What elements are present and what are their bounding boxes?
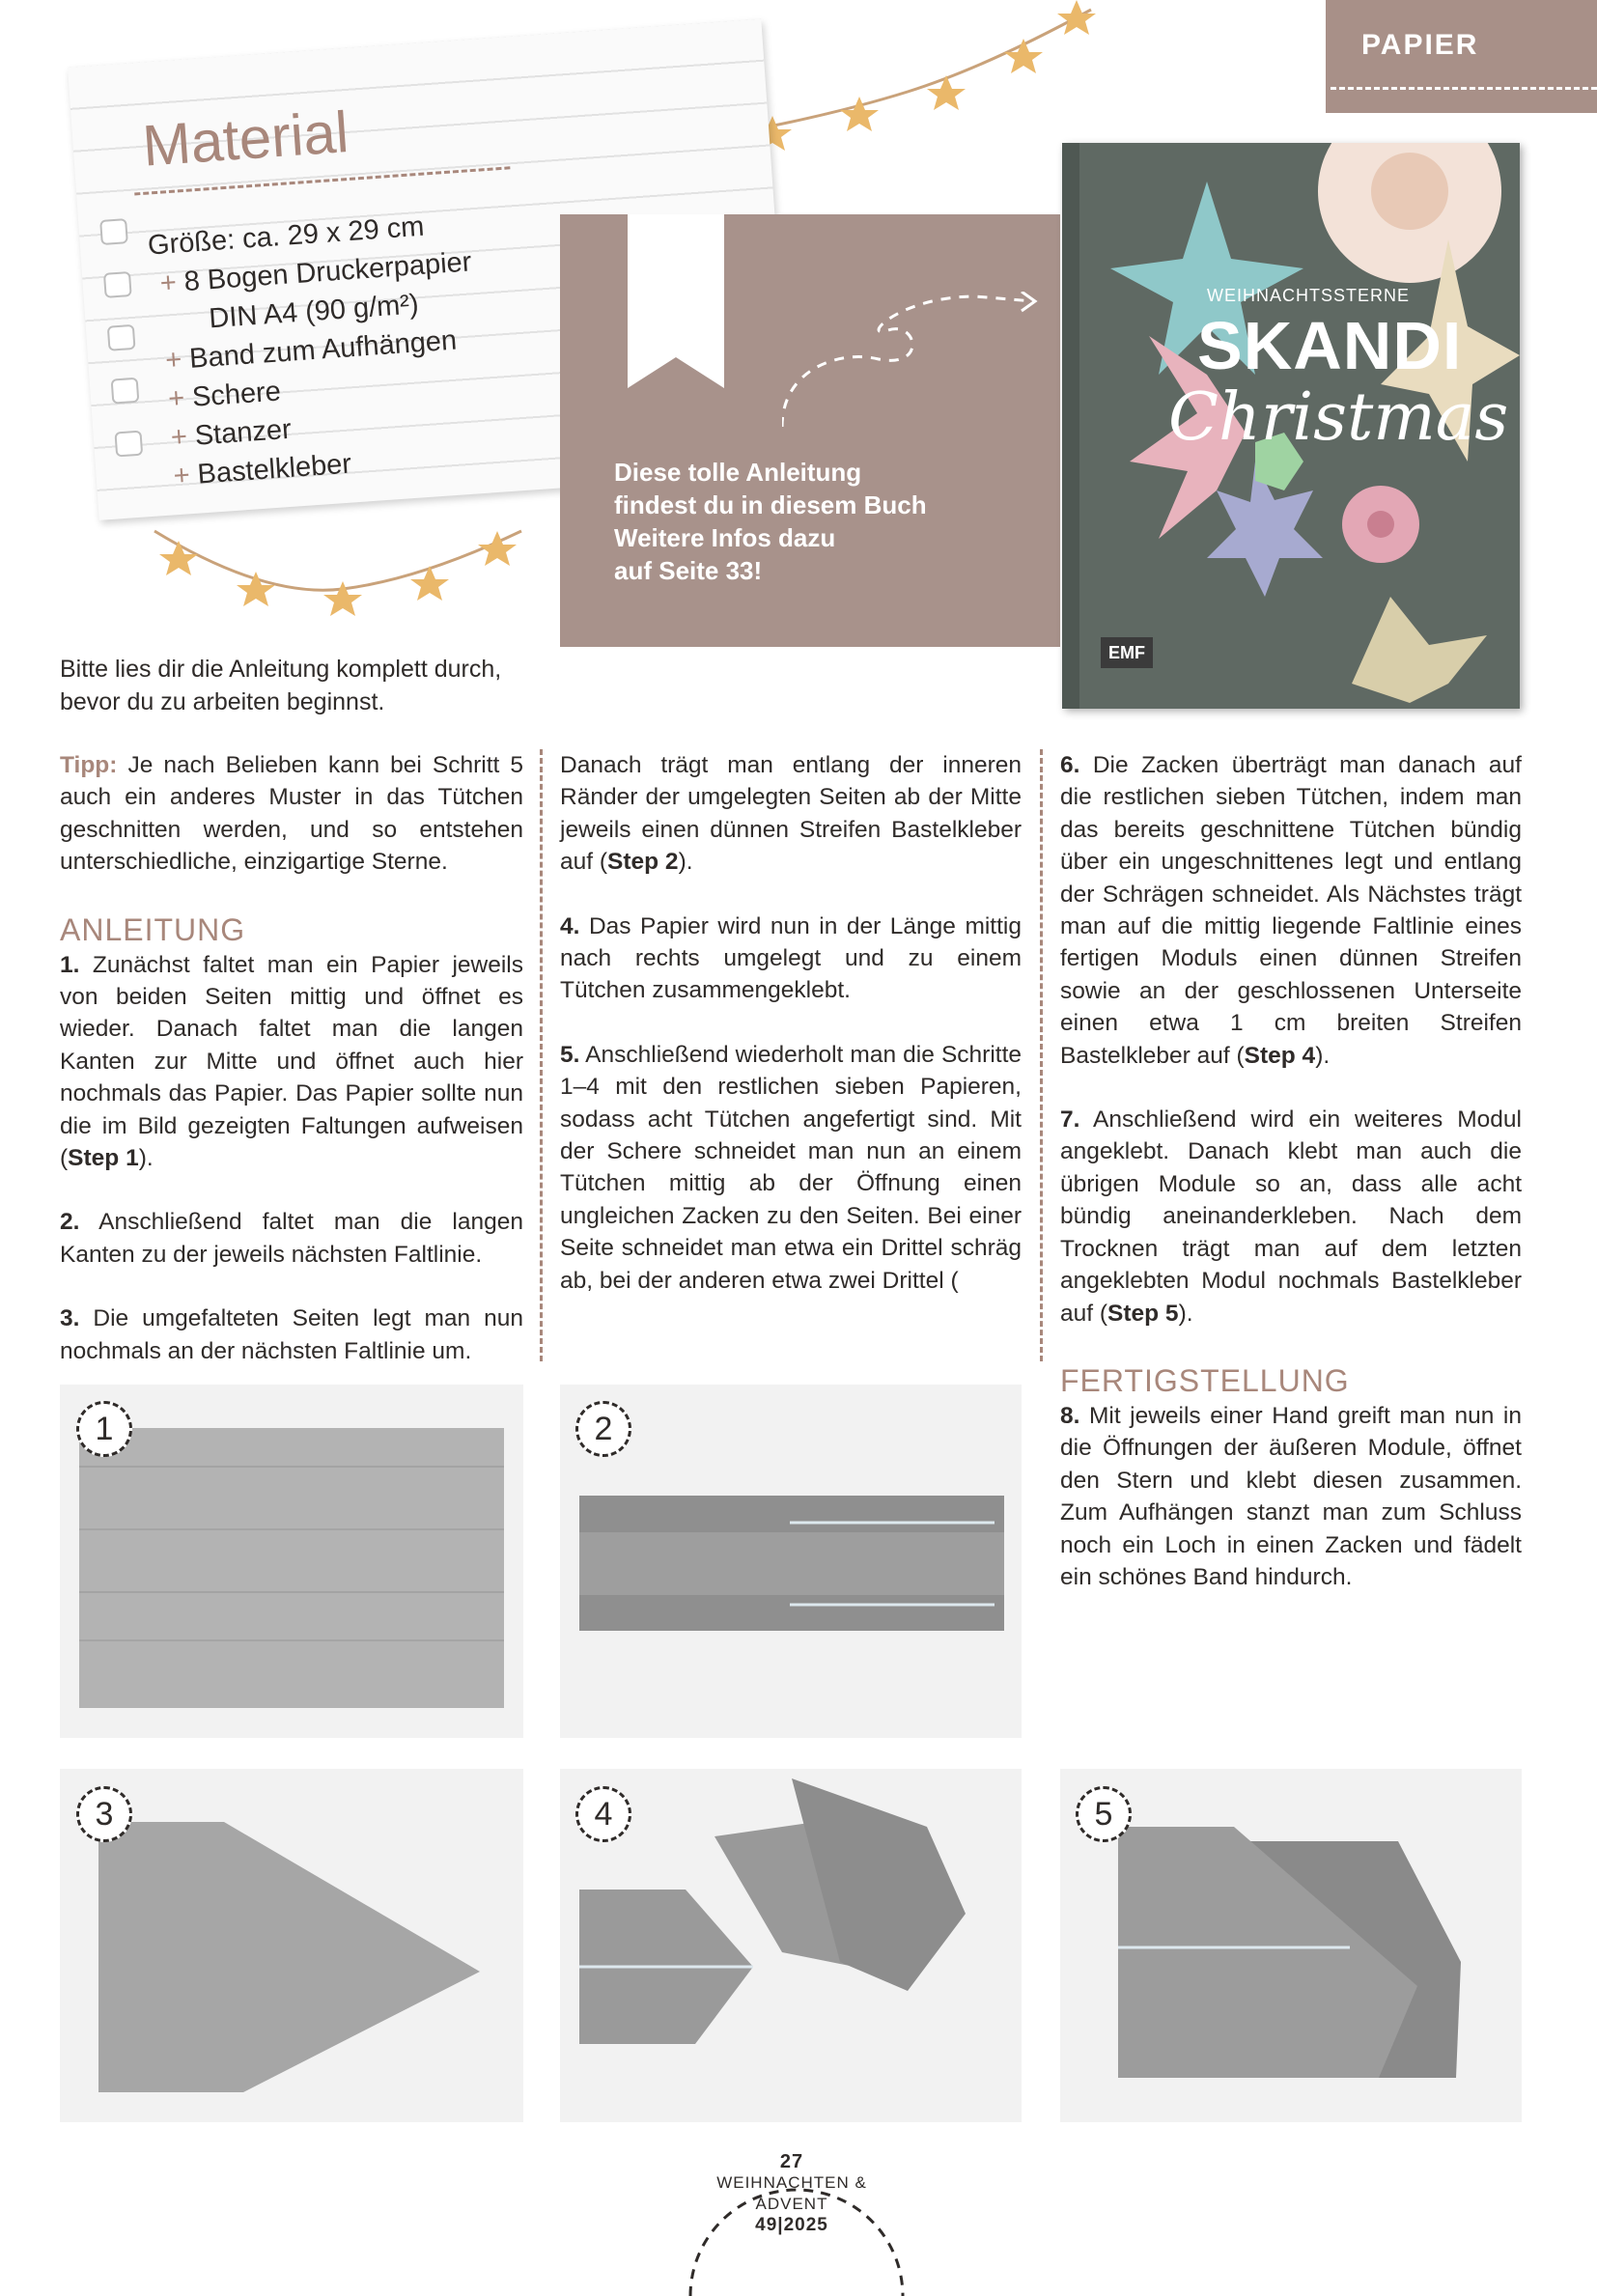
star-icon xyxy=(1057,0,1096,35)
anleitung-heading: ANLEITUNG xyxy=(60,911,246,947)
column-3 xyxy=(1060,749,1522,1593)
step-3-text: 3. Die umgefalteten Seiten legt man nun nochmals an der nächsten Faltlinie um. xyxy=(60,1305,523,1364)
star-icon xyxy=(159,541,198,575)
star-icon xyxy=(237,572,275,606)
issue-number: 49|2025 xyxy=(755,2215,828,2235)
section-tag-label: PAPIER xyxy=(1361,29,1479,61)
info-text: Diese tolle Anleitung findest du in diesem Buch Weitere Infos dazu auf Seite 33! xyxy=(614,458,927,585)
publisher-logo: EMF xyxy=(1101,637,1153,668)
step-4-text: 4. Das Papier wird nun in der Länge mittig nach rechts umgelegt und zu einem Tütchen zusammengeklebt. xyxy=(560,912,1022,1004)
bookmark-icon xyxy=(628,214,724,388)
book-cover[interactable] xyxy=(1062,143,1520,709)
magazine-title-2: ADVENT xyxy=(755,2195,828,2213)
tip-paragraph: Tipp: Je nach Belieben kann bei Schritt 5 auch ein anderes Muster in das Tütchen geschnitten werden, und so entstehen unterschiedliche, einzigartige Sterne. xyxy=(60,752,523,876)
book-title-2: Christmas xyxy=(1168,379,1509,456)
material-list xyxy=(147,204,487,496)
dashed-arrow-icon xyxy=(782,292,1052,436)
material-title: Material xyxy=(140,98,351,179)
step-8-text: 8. Mit jeweils einer Hand greift man nun in die Öffnungen der äußeren Module, öffnet den Stern und klebt diesen zusammen. Zum Aufhängen stanzt man zum Schluss noch ein Loch in einen Zacken und fädelt ein schönes Band hindurch. xyxy=(1060,1402,1522,1590)
card-hole xyxy=(103,271,132,298)
column-1 xyxy=(60,749,523,1367)
step-4-badge: 4 xyxy=(575,1786,631,1842)
step-2-badge: 2 xyxy=(575,1401,631,1457)
step-6-text: 6. Die Zacken überträgt man danach auf die restlichen sieben Tütchen, indem man das bereits geschnittene Tütchen bündig über ein ungeschnittenes legt und entlang der Schrägen schneidet. Als Nächstes trägt man auf die mittig liegende Faltlinie eines fertigen Moduls einen dünnen Streifen sowie an der geschlossenen Unterseite einen etwa 1 cm breiten Streifen Bastelkleber auf (Step 4). xyxy=(1060,752,1522,1069)
material-size: Größe: ca. 29 x 29 cm xyxy=(146,210,426,262)
step-5-text: 5. Anschließend wiederholt man die Schritte 1–4 mit den restlichen sieben Papieren, sodass acht Tütchen angefertigt sind. Mit der Schere schneidet man nun an einem Tütchen mittig ab der Öffnung einen ungleichen Zacken zu den Seiten. Bei einer Seite schneidet man etwa ein Drittel schräg ab, bei der anderen etwa zwei Drittel ( xyxy=(560,1041,1022,1294)
material-item: DIN A4 (90 g/m²) xyxy=(208,289,420,335)
page-number-block xyxy=(695,2151,888,2236)
step-1-text: 1. Zunächst faltet man ein Papier jeweils von beiden Seiten mittig und öffnet es wieder. Danach faltet man die langen Kanten zur Mitte und öffnet auch hier nochmals das Papier. Das Papier sollte nun die im Bild gezeigten Faltungen aufweisen (Step 1). xyxy=(60,951,523,1172)
star-icon xyxy=(1004,39,1043,73)
star-garland-bottom xyxy=(150,512,526,628)
book-title-1: SKANDI xyxy=(1197,308,1463,383)
section-tag-divider xyxy=(1331,87,1597,90)
magazine-title-1: WEIHNACHTEN & xyxy=(716,2173,867,2192)
column-divider xyxy=(1040,749,1043,1361)
material-item: + Schere xyxy=(167,376,282,415)
material-item: + 8 Bogen Druckerpapier xyxy=(158,246,473,299)
step-1-badge: 1 xyxy=(76,1401,132,1457)
card-hole xyxy=(99,218,128,245)
step-2-text: 2. Anschließend faltet man die langen Kanten zu der jeweils nächsten Faltlinie. xyxy=(60,1209,523,1268)
step-5-badge: 5 xyxy=(1076,1786,1132,1842)
material-item: + Band zum Aufhängen xyxy=(164,324,459,377)
star-icon xyxy=(927,75,966,110)
card-hole xyxy=(107,324,136,351)
fertigstellung-heading: FERTIGSTELLUNG xyxy=(1060,1362,1350,1398)
star-icon xyxy=(410,566,449,601)
step-7-text: 7. Anschließend wird ein weiteres Modul angeklebt. Danach klebt man auch die übrigen Module so an, dass alle acht bündig aneinanderkleben. Nach dem Trocknen trägt man auf dem letzten angeklebten Modul nochmals Bastelkleber auf (Step 5). xyxy=(1060,1106,1522,1327)
column-2 xyxy=(560,749,1022,1297)
step-3-badge: 3 xyxy=(76,1786,132,1842)
book-info-box xyxy=(560,214,1060,647)
step-3-continued: Danach trägt man entlang der inneren Ränder der umgelegten Seiten ab der Mitte jeweils einen dünnen Streifen Bastelkleber auf (Step 2). xyxy=(560,752,1022,876)
page-number: 27 xyxy=(779,2151,804,2172)
card-hole xyxy=(111,378,140,405)
material-item: + Stanzer xyxy=(169,413,293,454)
material-item: + Bastelkleber xyxy=(172,448,352,492)
column-divider xyxy=(540,749,543,1361)
star-garland-top xyxy=(714,0,1120,154)
intro-text: Bitte lies dir die Anleitung komplett durch, bevor du zu arbeiten beginnst. xyxy=(60,656,502,715)
book-subtitle: WEIHNACHTSSTERNE xyxy=(1207,286,1411,305)
card-hole xyxy=(114,431,143,458)
